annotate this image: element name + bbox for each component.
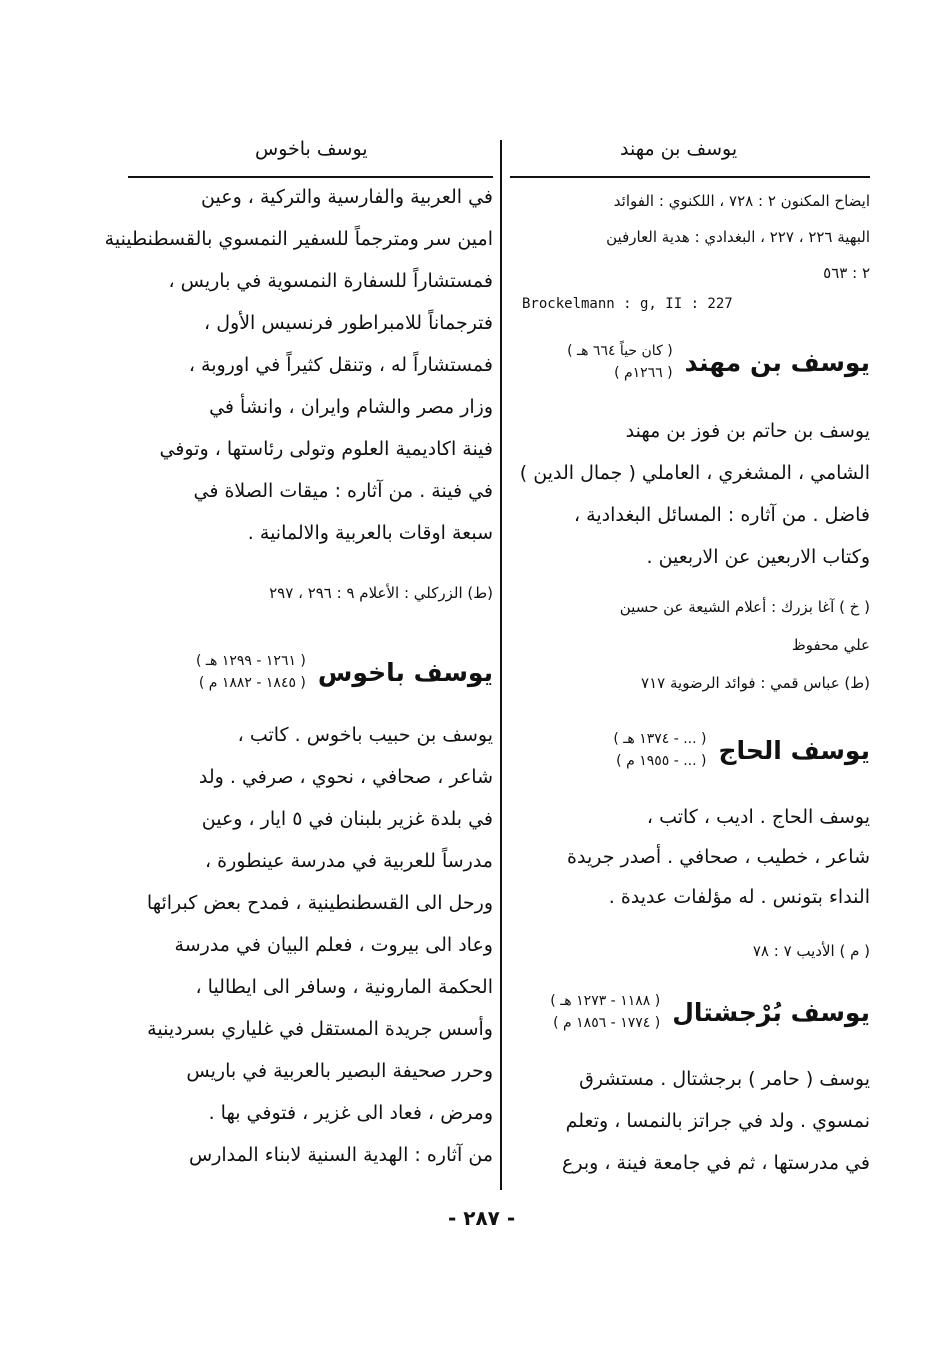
body-line: وعاد الى بيروت ، فعلم البيان في مدرسة xyxy=(174,934,493,956)
entry-dates xyxy=(567,340,673,384)
entry-heading xyxy=(196,650,493,694)
body-line: من آثاره : الهدية السنية لابناء المدارس xyxy=(189,1144,493,1166)
body-line: وأسس جريدة المستقل في غلياري بسردينية xyxy=(147,1018,493,1040)
body-line: فمستشاراً له ، وتنقل كثيراً في اوروبة ، xyxy=(188,354,493,376)
body-line: يوسف بن حاتم بن فوز بن مهند xyxy=(625,420,870,442)
running-head-left: يوسف باخوس xyxy=(255,138,368,160)
entry-dates xyxy=(550,990,660,1034)
body-line: يوسف الحاج . اديب ، كاتب ، xyxy=(646,806,870,828)
reference-line: (ط) الزركلي : الأعلام ٩ : ٢٩٦ ، ٢٩٧ xyxy=(269,584,493,602)
dates-hijri: ( ١٢٦١ - ١٢٩٩ هـ ) xyxy=(196,653,306,669)
body-line: النداء بتونس . له مؤلفات عديدة . xyxy=(608,886,870,908)
body-line: الشامي ، المشغري ، العاملي ( جمال الدين ) xyxy=(519,462,870,484)
entry-dates xyxy=(613,728,706,772)
body-line: في العربية والفارسية والتركية ، وعين xyxy=(201,186,493,208)
body-line: في مدرستها ، ثم في جامعة فينة ، وبرع xyxy=(562,1152,870,1174)
body-line: فترجماناً للامبراطور فرنسيس الأول ، xyxy=(204,312,493,334)
body-line: وكتاب الاربعين عن الاربعين . xyxy=(646,546,870,568)
body-line: فاضل . من آثاره : المسائل البغدادية ، xyxy=(574,504,870,526)
right-column xyxy=(510,0,870,1200)
body-line: سبعة اوقات بالعربية والالمانية . xyxy=(247,522,493,544)
body-line: ورحل الى القسطنطينية ، فمدح بعض كبرائها xyxy=(146,892,493,914)
reference-line: (ط) عباس قمي : فوائد الرضوية ٧١٧ xyxy=(641,674,870,692)
body-line: يوسف بن حبيب باخوس . كاتب ، xyxy=(237,724,493,746)
dates-hijri: ( ١١٨٨ - ١٢٧٣ هـ ) xyxy=(550,993,661,1009)
entry-heading xyxy=(567,340,870,384)
body-line: وزار مصر والشام وايران ، وانشأ في xyxy=(209,396,493,418)
body-line: ومرض ، فعاد الى غزير ، فتوفي بها . xyxy=(208,1102,493,1124)
reference-line: ( خ ) آغا بزرك : أعلام الشيعة عن حسين xyxy=(619,598,870,616)
reference-line: علي محفوظ xyxy=(791,636,870,654)
entry-name: يوسف بُرْجشتال xyxy=(672,997,870,1027)
dates-hijri: ( ... - ١٣٧٤ هـ ) xyxy=(613,731,707,747)
body-line: مدرساً للعربية في مدرسة عينطورة ، xyxy=(205,850,493,872)
latin-reference: Brockelmann : g, II : 227 xyxy=(522,296,733,312)
body-line: في فينة . من آثاره : ميقات الصلاة في xyxy=(193,480,493,502)
reference-line: ٢ : ٥٦٣ xyxy=(823,264,870,282)
entry-name: يوسف الحاج xyxy=(718,735,870,765)
body-line: فمستشاراً للسفارة النمسوية في باريس ، xyxy=(168,270,493,292)
body-line: يوسف ( حامر ) برجشتال . مستشرق xyxy=(579,1068,870,1090)
reference-line: ( م ) الأديب ٧ : ٧٨ xyxy=(752,942,870,960)
reference-line: البهية ٢٢٦ ، ٢٢٧ ، البغدادي : هدية العارفين xyxy=(606,228,870,246)
dates-gregorian: ( ١٧٧٤ - ١٨٥٦ م ) xyxy=(553,1015,661,1031)
running-head-right: يوسف بن مهند xyxy=(620,138,738,160)
body-line: نمسوي . ولد في جراتز بالنمسا ، وتعلم xyxy=(565,1110,870,1132)
page-number: - ٢٨٧ - xyxy=(448,1206,516,1230)
body-line: امين سر ومترجماً للسفير النمسوي بالقسطنطينية xyxy=(104,228,493,250)
left-column xyxy=(104,0,493,1200)
entry-heading xyxy=(613,728,870,772)
body-line: الحكمة المارونية ، وسافر الى ايطاليا ، xyxy=(195,976,493,998)
body-line: فينة اكاديمية العلوم وتولى رئاستها ، وتوفي xyxy=(159,438,493,460)
dates-gregorian: ( ١٢٦٦م ) xyxy=(614,365,673,381)
reference-line: ايضاح المكنون ٢ : ٧٢٨ ، اللكنوي : الفوائد xyxy=(613,192,870,210)
body-line: في بلدة غزير بلبنان في ٥ ايار ، وعين xyxy=(201,808,493,830)
entry-heading xyxy=(550,990,870,1034)
dates-gregorian: ( ... - ١٩٥٥ م ) xyxy=(616,753,707,769)
entry-name: يوسف باخوس xyxy=(317,657,493,687)
body-line: شاعر ، خطيب ، صحافي . أصدر جريدة xyxy=(567,846,870,868)
body-line: وحرر صحيفة البصير بالعربية في باريس xyxy=(186,1060,493,1082)
entry-dates xyxy=(196,650,306,694)
body-line: شاعر ، صحافي ، نحوي ، صرفي . ولد xyxy=(198,766,493,788)
dates-hijri: ( كان حياً ٦٦٤ هـ ) xyxy=(567,343,673,359)
column-divider xyxy=(500,140,502,1190)
dates-gregorian: ( ١٨٤٥ - ١٨٨٢ م ) xyxy=(198,675,306,691)
entry-name: يوسف بن مهند xyxy=(684,347,870,377)
